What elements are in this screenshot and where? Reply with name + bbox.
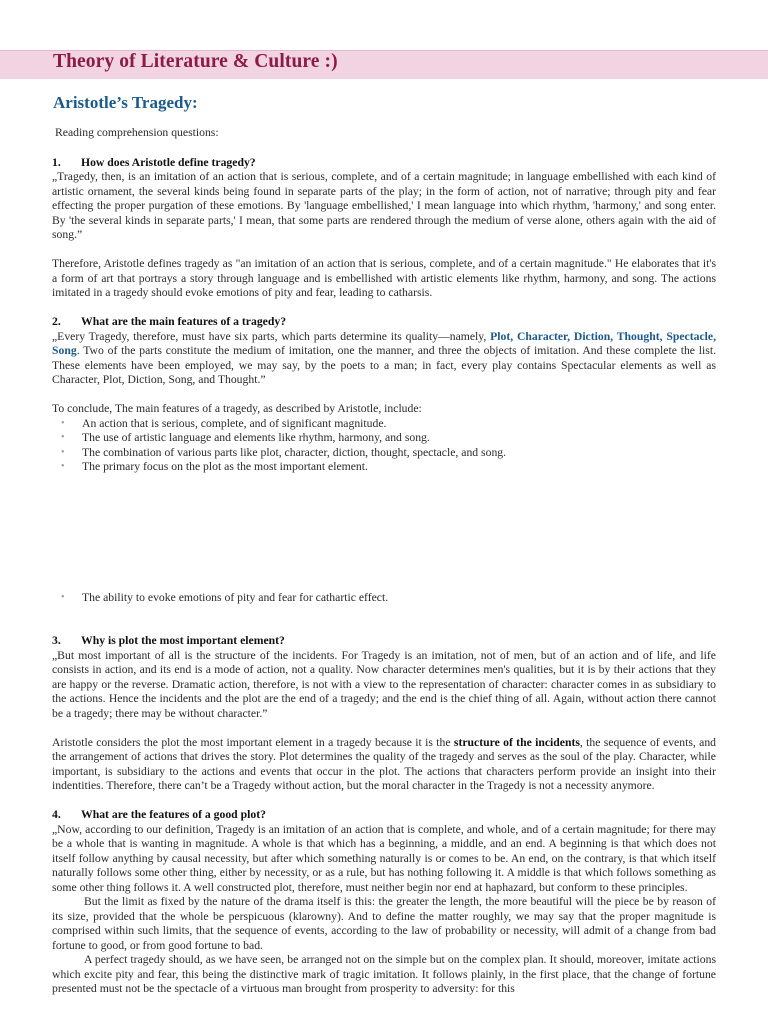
question-3-heading	[52, 634, 716, 649]
list-item	[52, 431, 716, 446]
question-1-quote: „Tragedy, then, is an imitation of an action that is serious, complete, and of a certain magnitude; in language embellished with each kind of artistic ornament, the several kinds being found in separate parts of the play; in the form of action, not of narrative; through pity and fear effecting the proper purgation of these emotions. By 'language embellished,' I mean language into which rhythm, 'harmony,' and song enter. By 'the several kinds in separate parts,' I mean, that some parts are rendered through the medium of verse alone, others again with the aid of song.”	[52, 170, 716, 241]
question-1-heading	[52, 156, 716, 171]
answer-text: , the sequence of events, and the arrangement of actions that drives the story. Plot determines the quality of the tragedy and serves as the soul of the play. Character, while important, is subsidiary to the actions and events that occur in the plot. The actions that characters perform provide an insight into their indentities. Therefore, there can’t be a Tragedy without action, but the moral character in the Tragedy is not a necessity anymore.	[52, 735, 717, 792]
list-item	[52, 446, 716, 461]
bullet-icon: •	[61, 591, 65, 603]
question-number: 3.	[52, 634, 61, 647]
blank-space	[52, 475, 716, 591]
question-3-answer	[52, 736, 716, 794]
question-4-paragraph-2: But the limit as fixed by the nature of the drama itself is this: the greater the length, the more beautiful will the piece be by reason of its size, provided that the whole be perspicuous (klarowny). And to define the matter roughly, we may say that the proper magnitude is comprised within such limits, that the sequence of events, according to the law of probability or necessity, will admit of a change from bad fortune to good, or from good fortune to bad.	[52, 895, 716, 952]
bullet-icon: •	[61, 461, 65, 472]
list-item-text: The primary focus on the plot as the most important element.	[82, 460, 368, 473]
features-list-continued	[52, 591, 716, 606]
question-2-heading	[52, 315, 716, 330]
list-item	[52, 417, 716, 432]
question-number: 2.	[52, 315, 61, 328]
list-item	[52, 591, 716, 606]
document-body	[52, 126, 716, 997]
document-title: Theory of Literature & Culture :)	[53, 51, 338, 72]
intro-text: Reading comprehension questions:	[55, 126, 219, 139]
answer-text: Aristotle considers the plot the most important element in a tragedy because it is the	[52, 735, 454, 749]
question-title: What are the features of a good plot?	[81, 808, 266, 821]
question-1-answer: Therefore, Aristotle defines tragedy as "an imitation of an action that is serious, complete, and of a certain magnitude." He elaborates that it's a form of art that portrays a story through language and is embellished with artistic elements like rhythm, harmony, and song. The actions imitated in a tragedy should evoke emotions of pity and fear, leading to catharsis.	[52, 257, 716, 299]
question-number: 1.	[52, 155, 61, 169]
question-title: Why is plot the most important element?	[81, 634, 285, 647]
list-item-text: An action that is serious, complete, and of significant magnitude.	[82, 416, 387, 430]
list-item-text: The use of artistic language and elements like rhythm, harmony, and song.	[82, 431, 430, 444]
question-2-conclusion: To conclude, The main features of a tragedy, as described by Aristotle, include:	[52, 402, 422, 415]
structure-highlight: structure of the incidents	[453, 735, 580, 749]
question-3-quote: „But most important of all is the structure of the incidents. For Tragedy is an imitation, not of men, but of an action and of life, and life consists in action, and its end is a mode of action, not a quality. Now character determines men's qualities, but it is by their actions that they are happy or the reverse. Dramatic action, therefore, is not with a view to the representation of character: character comes in as subsidiary to the actions. Hence the incidents and the plot are the end of a tragedy; and the end is the chief thing of all. Again, without action there cannot be a tragedy; there may be without character.”	[52, 648, 716, 720]
bullet-icon: •	[61, 417, 65, 429]
six-parts-highlight: Plot, Character, Diction, Thought, Spectacle, Song	[52, 329, 716, 357]
question-4-paragraph-3: A perfect tragedy should, as we have seen, be arranged not on the simple but on the complex plan. It should, moreover, imitate actions which excite pity and fear, this being the distinctive mark of tragic imitation. It follows plainly, in the first place, that the change of fortune presented must not be the spectacle of a virtuous man brought from prosperity to adversity: for this	[52, 953, 716, 995]
bullet-icon: •	[61, 432, 65, 443]
section-title: Aristotle’s Tragedy:	[53, 93, 198, 112]
quote-text: . Two of the parts constitute the medium of imitation, one the manner, and three the objects of imitation. And these complete the list. These elements have been employed, we may say, by the poets to a man; in fact, every play contains Spectacular elements as well as Character, Plot, Diction, Song, and Thought.”	[52, 344, 716, 386]
question-2-quote	[52, 330, 716, 388]
list-item	[52, 460, 716, 475]
question-number: 4.	[52, 808, 61, 821]
question-title: What are the main features of a tragedy?	[81, 315, 287, 328]
features-list	[52, 417, 716, 475]
quote-text: „Every Tragedy, therefore, must have six parts, which parts determine its quality—namely,	[52, 329, 491, 343]
bullet-icon: •	[61, 446, 65, 458]
list-item-text: The ability to evoke emotions of pity and fear for cathartic effect.	[82, 590, 389, 604]
question-title: How does Aristotle define tragedy?	[81, 155, 256, 169]
question-4-paragraph-1: „Now, according to our definition, Tragedy is an imitation of an action that is complete, and whole, and of a certain magnitude; for there may be a whole that is wanting in magnitude. A whole is that which has a beginning, a middle, and an end. A beginning is that which does not itself follow anything by causal necessity, but after which something naturally is or comes to be. An end, on the contrary, is that which itself naturally follows some other thing, either by necessity, or as a rule, but has nothing following it. A middle is that which follows something as some other thing follows it. A well constructed plot, therefore, must neither begin nor end at haphazard, but conform to these principles.	[52, 822, 716, 894]
list-item-text: The combination of various parts like plot, character, diction, thought, spectacle, and song.	[82, 445, 507, 459]
question-4-heading	[52, 808, 716, 823]
